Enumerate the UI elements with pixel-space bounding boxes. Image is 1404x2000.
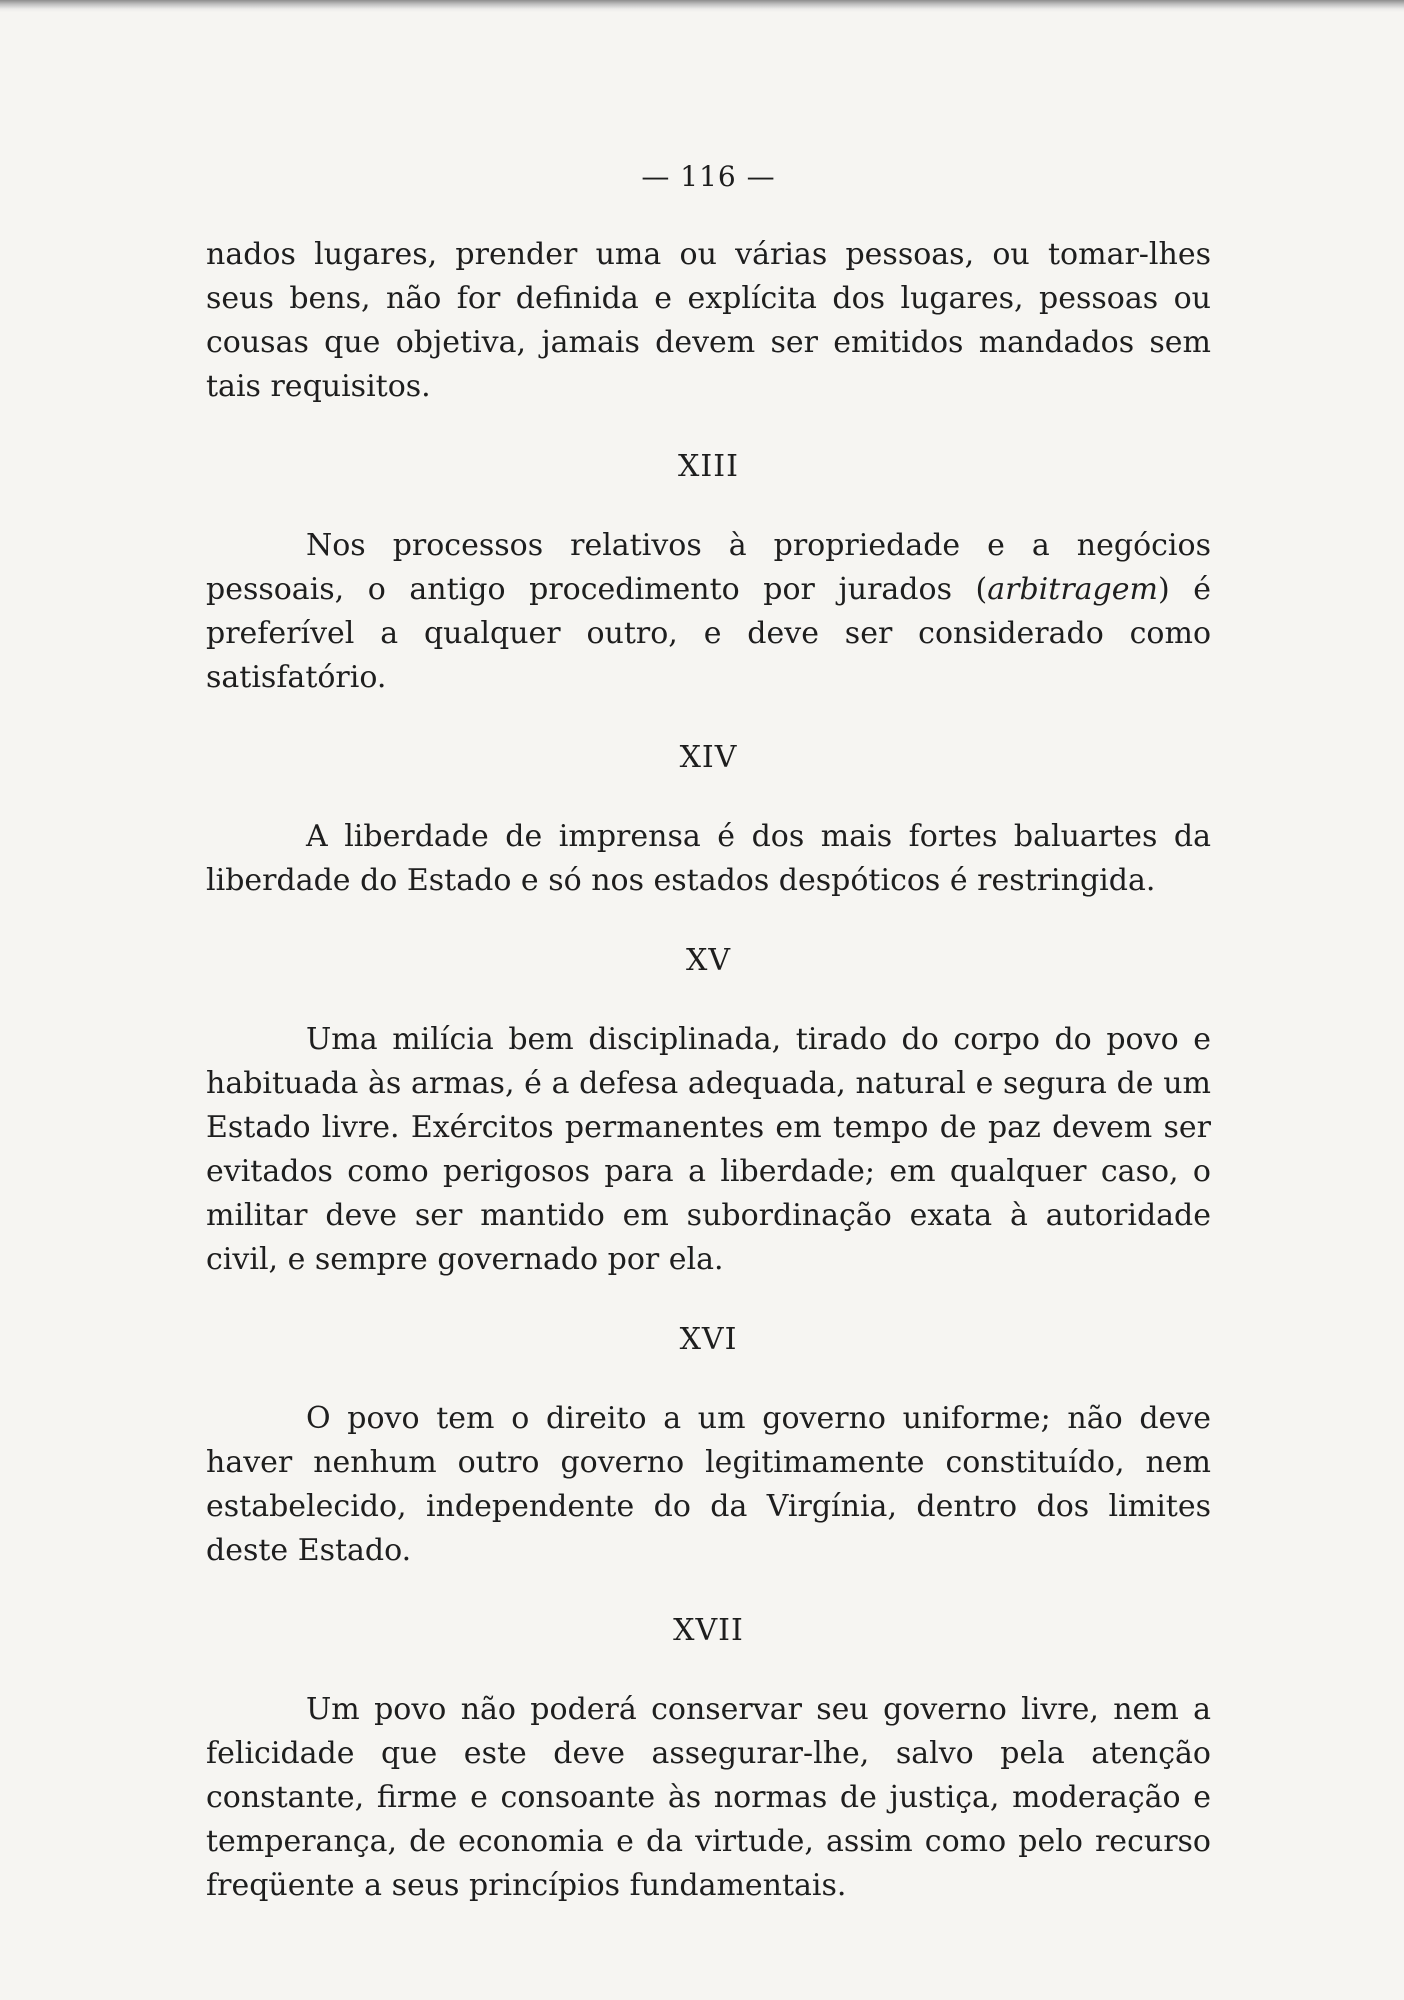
section-text-xiii-part-1: Nos processos relativos à propriedade e a negócios pessoais, o antigo procedimento por jurados ( <box>206 528 1211 607</box>
section-text-xiv: A liberdade de imprensa é dos mais fortes baluartes da liberdade do Estado e só nos estados despóticos é restringida. <box>206 819 1211 898</box>
section-text-xiii-part-2: ) é preferível a qualquer outro, e deve ser considerado como satisfatório. <box>206 572 1211 695</box>
section-heading-xvi: XVI <box>679 1322 738 1357</box>
section-heading-xvii: XVII <box>673 1613 744 1648</box>
page-number: — 116 — <box>641 160 776 193</box>
intro-paragraph: nados lugares, prender uma ou várias pessoas, ou tomar-lhes seus bens, não for definida e explícita dos lugares, pessoas ou cousas que objetiva, jamais devem ser emitidos mandados sem tais requisitos. <box>206 237 1211 404</box>
section-text-xvii: Um povo não poderá conservar seu governo livre, nem a felicidade que este deve assegurar-lhe, salvo pela atenção constante, firme e consoante às normas de justiça, moderação e temperança, de economia e da virtude, assim como pelo recurso freqüente a seus princípios fundamentais. <box>206 1692 1211 1903</box>
section-heading-xv: XV <box>685 943 732 978</box>
section-text-xiii-italic-term: arbitragem <box>987 572 1158 607</box>
section-text-xv: Uma milícia bem disciplinada, tirado do corpo do povo e habituada às armas, é a defesa adequada, natural e segura de um Estado livre. Exércitos permanentes em tempo de paz devem ser evitados como perigosos para a liberdade; em qualquer caso, o militar deve ser mantido em subordinação exata à autoridade civil, e sempre governado por ela. <box>206 1022 1211 1277</box>
section-heading-xiii: XIII <box>678 449 739 484</box>
page-top-edge <box>0 0 1404 12</box>
document-page <box>206 160 1211 1908</box>
section-text-xiii <box>206 524 1211 700</box>
section-text-xvi: O povo tem o direito a um governo uniforme; não deve haver nenhum outro governo legitimamente constituído, nem estabelecido, independente do da Virgínia, dentro dos limites deste Estado. <box>206 1401 1211 1568</box>
section-heading-xiv: XIV <box>679 740 738 775</box>
